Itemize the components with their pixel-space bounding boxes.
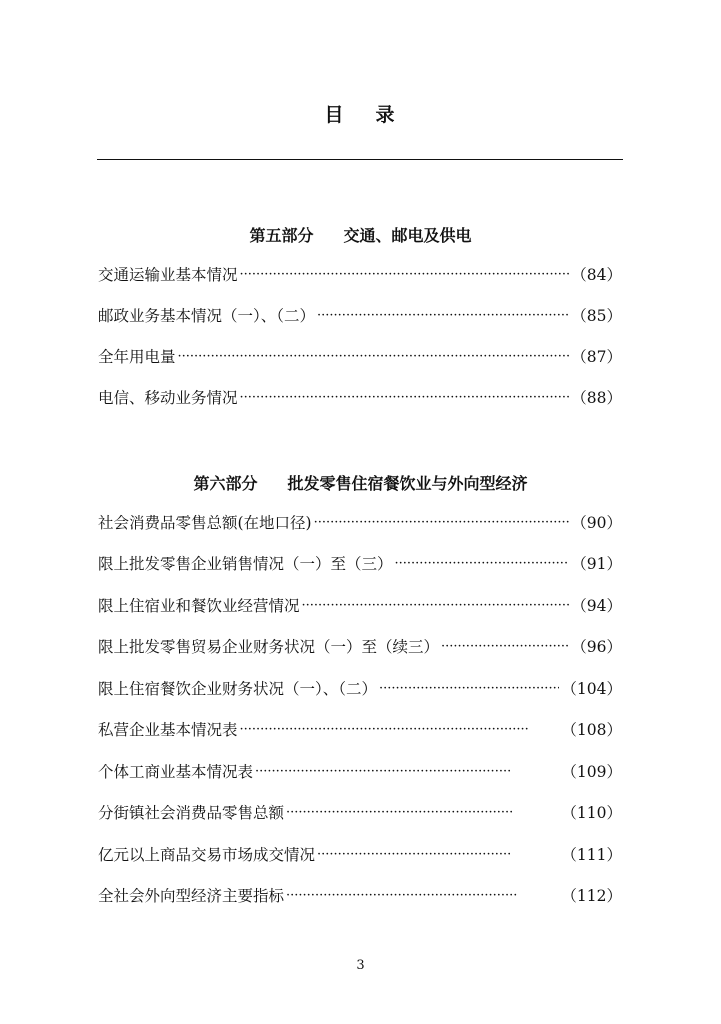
toc-entry-label: 分街镇社会消费品零售总额 bbox=[98, 804, 285, 822]
toc-entry-page: （108） bbox=[561, 721, 622, 739]
toc-entry[interactable] bbox=[98, 511, 622, 533]
title-divider bbox=[97, 159, 623, 160]
toc-entry-page: （110） bbox=[561, 804, 622, 822]
dot-leader bbox=[302, 598, 570, 613]
toc-entry[interactable] bbox=[98, 884, 622, 906]
toc-entry-page: （96） bbox=[571, 638, 622, 656]
toc-entry-page: （88） bbox=[571, 389, 622, 407]
dot-leader bbox=[178, 349, 570, 364]
toc-entry-page: （111） bbox=[561, 846, 622, 864]
toc-entry-page: （104） bbox=[561, 680, 622, 698]
dot-leader bbox=[240, 390, 570, 405]
section-heading-5 bbox=[0, 223, 721, 246]
toc-entry[interactable] bbox=[98, 760, 622, 782]
toc-entry-label: 电信、移动业务情况 bbox=[98, 389, 238, 407]
dot-leader bbox=[240, 267, 570, 282]
page-number: 3 bbox=[356, 958, 365, 973]
toc-entry[interactable] bbox=[98, 386, 622, 408]
section-heading-6 bbox=[0, 471, 721, 494]
toc-entry-label: 限上批发零售企业销售情况（一）至（三） bbox=[98, 555, 393, 573]
title-char-1: 目 bbox=[324, 104, 346, 126]
section-part-label: 第六部分 bbox=[193, 474, 258, 493]
toc-entry-page: （85） bbox=[571, 307, 622, 325]
dot-leader bbox=[441, 639, 569, 654]
toc-entry-label: 邮政业务基本情况（一）、（二） bbox=[98, 307, 316, 325]
dot-leader bbox=[317, 847, 511, 862]
toc-entry[interactable] bbox=[98, 635, 622, 657]
toc-entry-label: 限上住宿业和餐饮业经营情况 bbox=[98, 597, 300, 615]
toc-entry-page: （84） bbox=[571, 266, 622, 284]
toc-entry-label: 限上批发零售贸易企业财务状况（一）至（续三） bbox=[98, 638, 440, 656]
toc-entry-label: 社会消费品零售总额(在地口径) bbox=[98, 514, 312, 532]
toc-entry-page: （87） bbox=[571, 348, 622, 366]
dot-leader bbox=[379, 681, 559, 696]
toc-entry-label: 全年用电量 bbox=[98, 348, 176, 366]
section-part-label: 第五部分 bbox=[249, 226, 314, 245]
toc-entry-page: （109） bbox=[561, 763, 622, 781]
toc-entry-label: 私营企业基本情况表 bbox=[98, 721, 238, 739]
toc-entry-label: 全社会外向型经济主要指标 bbox=[98, 887, 285, 905]
toc-entry-label: 亿元以上商品交易市场成交情况 bbox=[98, 846, 316, 864]
toc-entry-label: 个体工商业基本情况表 bbox=[98, 763, 254, 781]
toc-entry-page: （112） bbox=[561, 887, 622, 905]
toc-entry-label: 限上住宿餐饮企业财务状况（一）、（二） bbox=[98, 680, 378, 698]
dot-leader bbox=[286, 888, 518, 903]
toc-entry[interactable] bbox=[98, 345, 622, 367]
toc-entry-page: （91） bbox=[571, 555, 622, 573]
page-title bbox=[0, 100, 721, 127]
toc-entry[interactable] bbox=[98, 843, 622, 865]
toc-entry[interactable] bbox=[98, 552, 622, 574]
dot-leader bbox=[255, 764, 511, 779]
toc-entry-label: 交通运输业基本情况 bbox=[98, 266, 238, 284]
toc-entry[interactable] bbox=[98, 677, 622, 699]
toc-entry[interactable] bbox=[98, 801, 622, 823]
toc-entry[interactable] bbox=[98, 304, 622, 326]
toc-entry[interactable] bbox=[98, 594, 622, 616]
dot-leader bbox=[395, 556, 570, 571]
toc-entry[interactable] bbox=[98, 263, 622, 285]
section-name: 交通、邮电及供电 bbox=[343, 226, 472, 245]
toc-entry-page: （94） bbox=[571, 597, 622, 615]
dot-leader bbox=[314, 515, 570, 530]
dot-leader bbox=[286, 805, 512, 820]
title-char-2: 录 bbox=[375, 104, 397, 126]
dot-leader bbox=[240, 722, 528, 737]
dot-leader bbox=[317, 308, 569, 323]
toc-entry-page: （90） bbox=[571, 514, 622, 532]
toc-entry[interactable] bbox=[98, 718, 622, 740]
section-name: 批发零售住宿餐饮业与外向型经济 bbox=[287, 474, 528, 493]
